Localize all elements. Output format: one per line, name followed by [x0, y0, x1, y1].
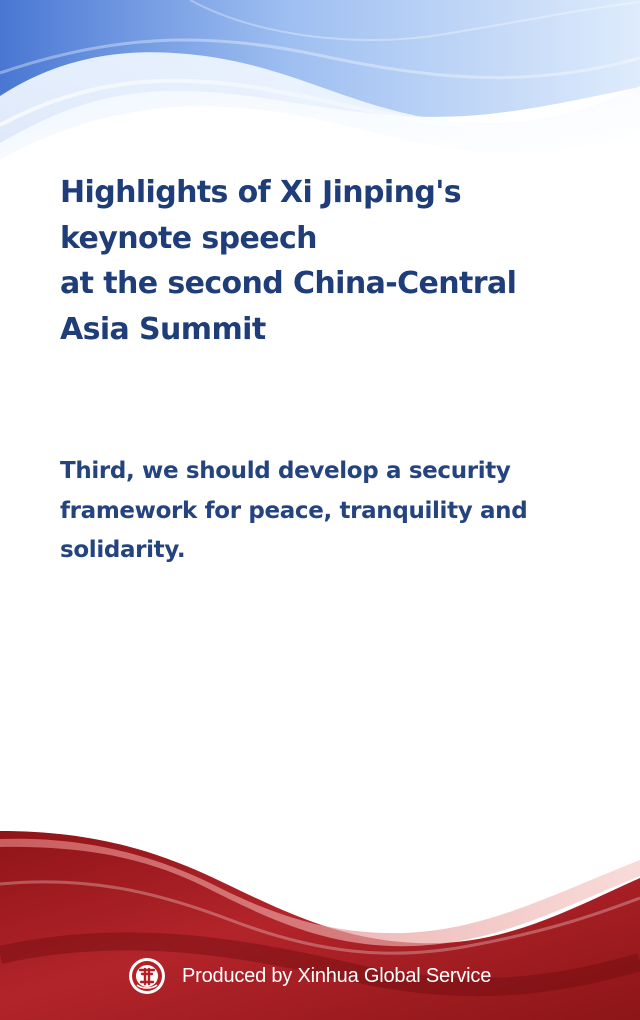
top-blue-wave-decoration — [0, 0, 640, 175]
headline-line: keynote speech — [60, 220, 317, 256]
headline-line: at the second China-Central — [60, 266, 517, 301]
headline — [60, 170, 600, 352]
quote-line: solidarity. — [60, 537, 186, 563]
footer-credit — [128, 956, 491, 996]
producer-credit: Produced by Xinhua Global Service — [182, 964, 492, 987]
quote-line: framework for peace, tranquility and — [60, 497, 528, 524]
quote-line: Third, we should develop a security — [60, 458, 511, 484]
quote-text — [60, 452, 605, 571]
headline-line: Asia Summit — [60, 311, 266, 347]
headline-line: Highlights of Xi Jinping's — [60, 175, 462, 210]
xinhua-logo-icon — [128, 957, 166, 995]
